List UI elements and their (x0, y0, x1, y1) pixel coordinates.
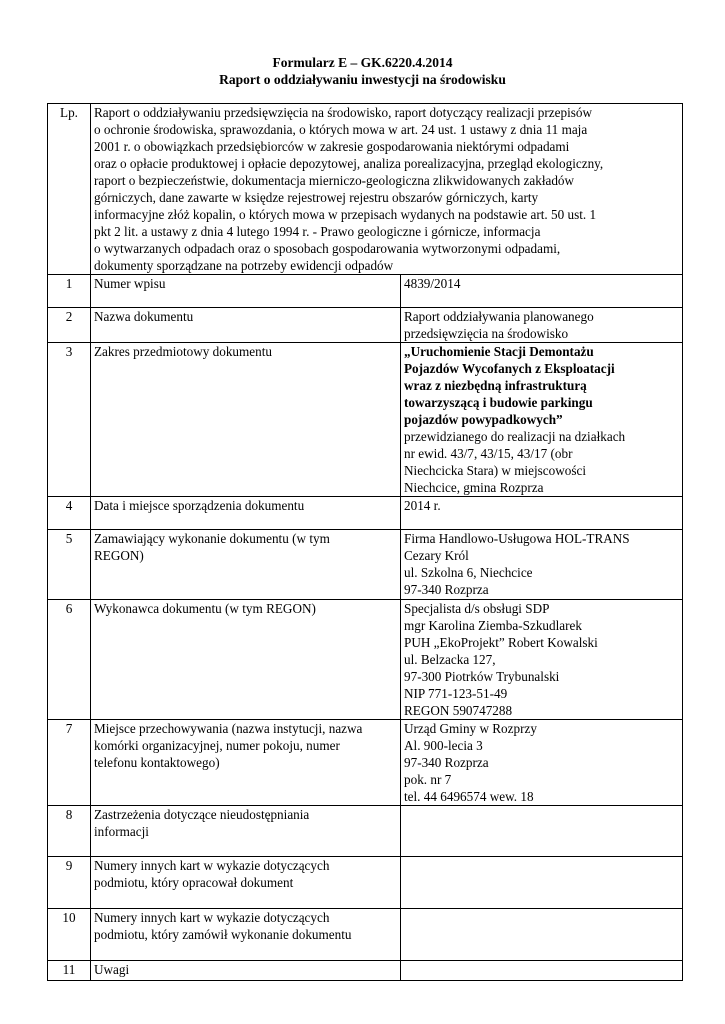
field-value: Raport oddziaływania planowanego przedsięwzięcia na środowisko (401, 308, 683, 343)
field-value (401, 806, 683, 857)
field-value: 4839/2014 (401, 275, 683, 308)
field-value (401, 343, 683, 497)
description-line: oraz o opłacie produktowej i opłacie depozytowej, analiza porealizacyjna, przegląd ekologiczny, (94, 156, 604, 171)
field-label: Numery innych kart w wykazie dotyczących podmiotu, który zamówił wykonanie dokumentu (91, 909, 401, 961)
lp-header: Lp. (48, 104, 91, 275)
description-line: pkt 2 lit. a ustawy z dnia 4 lutego 1994 r. - Prawo geologiczne i górnicze, informacja (94, 224, 541, 239)
row-number: 10 (48, 909, 91, 961)
row-number: 1 (48, 275, 91, 308)
row-number: 7 (48, 720, 91, 806)
document-type-description (91, 104, 683, 275)
field-label: Data i miejsce sporządzenia dokumentu (91, 497, 401, 530)
table-row (48, 530, 683, 600)
table-row (48, 497, 683, 530)
table-row (48, 961, 683, 981)
row-number: 2 (48, 308, 91, 343)
description-line: 2001 r. o obowiązkach przedsiębiorców w zakresie gospodarowania niektórymi odpadami (94, 139, 570, 154)
field-label: Wykonawca dokumentu (w tym REGON) (91, 600, 401, 720)
row-number: 5 (48, 530, 91, 600)
table-row (48, 806, 683, 857)
description-line: informacyjne złóż kopalin, o których mowa w przepisach wydanych na podstawie art. 50 ust. 1 (94, 207, 597, 222)
table-row (48, 600, 683, 720)
description-line: o wytwarzanych odpadach oraz o sposobach gospodarowania wytworzonymi odpadami, (94, 241, 561, 256)
table-header-row (48, 104, 683, 275)
row-number: 9 (48, 857, 91, 909)
field-value: Urząd Gminy w Rozprzy Al. 900-lecia 3 97-340 Rozprza pok. nr 7 tel. 44 6496574 wew. 18 (401, 720, 683, 806)
table-row (48, 909, 683, 961)
description-line: dokumenty sporządzane na potrzeby ewidencji odpadów (94, 258, 394, 273)
field-value (401, 857, 683, 909)
table-row (48, 857, 683, 909)
field-label: Zastrzeżenia dotyczące nieudostępniania informacji (91, 806, 401, 857)
field-label: Numer wpisu (91, 275, 401, 308)
form-code-title: Formularz E – GK.6220.4.2014 (272, 55, 453, 70)
field-value (401, 909, 683, 961)
description-line: Raport o oddziaływaniu przedsięwzięcia na środowisko, raport dotyczący realizacji przepisów (94, 105, 593, 120)
description-line: raport o bezpieczeństwie, dokumentacja mierniczo-geologiczna zlikwidowanych zakładów (94, 173, 575, 188)
field-value (401, 961, 683, 981)
row-number: 4 (48, 497, 91, 530)
table-row (48, 343, 683, 497)
field-value: Specjalista d/s obsługi SDP mgr Karolina Ziemba-Szkudlarek PUH „EkoProjekt” Robert Kowalski ul. Belzacka 127, 97-300 Piotrków Trybunalski NIP 771-123-51-49 REGON 590747288 (401, 600, 683, 720)
field-label: Zakres przedmiotowy dokumentu (91, 343, 401, 497)
row-number: 11 (48, 961, 91, 981)
row-number: 3 (48, 343, 91, 497)
field-value: Firma Handlowo-Usługowa HOL-TRANS Cezary Król ul. Szkolna 6, Niechcice 97-340 Rozprza (401, 530, 683, 600)
project-location: przewidzianego do realizacji na działkach nr ewid. 43/7, 43/15, 43/17 (obr Niechcicka Stara) w miejscowości Niechcice, gmina Rozprza (404, 429, 626, 495)
field-label: Numery innych kart w wykazie dotyczących podmiotu, który opracował dokument (91, 857, 401, 909)
table-row (48, 275, 683, 308)
description-line: górniczych, dane zawarte w księdze rejestrowej rejestru obszarów górniczych, karty (94, 190, 539, 205)
project-title: „Uruchomienie Stacji Demontażu Pojazdów Wycofanych z Eksploatacji wraz z niezbędną infrastrukturą towarzyszącą i budowie parkingu pojazdów powypadkowych” (404, 344, 615, 427)
register-card-table (47, 103, 683, 981)
field-label: Nazwa dokumentu (91, 308, 401, 343)
field-label: Uwagi (91, 961, 401, 981)
form-subtitle: Raport o oddziaływaniu inwestycji na środowisku (219, 72, 506, 87)
description-line: o ochronie środowiska, sprawozdania, o których mowa w art. 24 ust. 1 ustawy z dnia 11 maja (94, 122, 588, 137)
field-value: 2014 r. (401, 497, 683, 530)
table-row (48, 720, 683, 806)
field-label: Miejsce przechowywania (nazwa instytucji, nazwa komórki organizacyjnej, numer pokoju, numer telefonu kontaktowego) (91, 720, 401, 806)
table-row (48, 308, 683, 343)
row-number: 8 (48, 806, 91, 857)
field-label: Zamawiający wykonanie dokumentu (w tym REGON) (91, 530, 401, 600)
row-number: 6 (48, 600, 91, 720)
